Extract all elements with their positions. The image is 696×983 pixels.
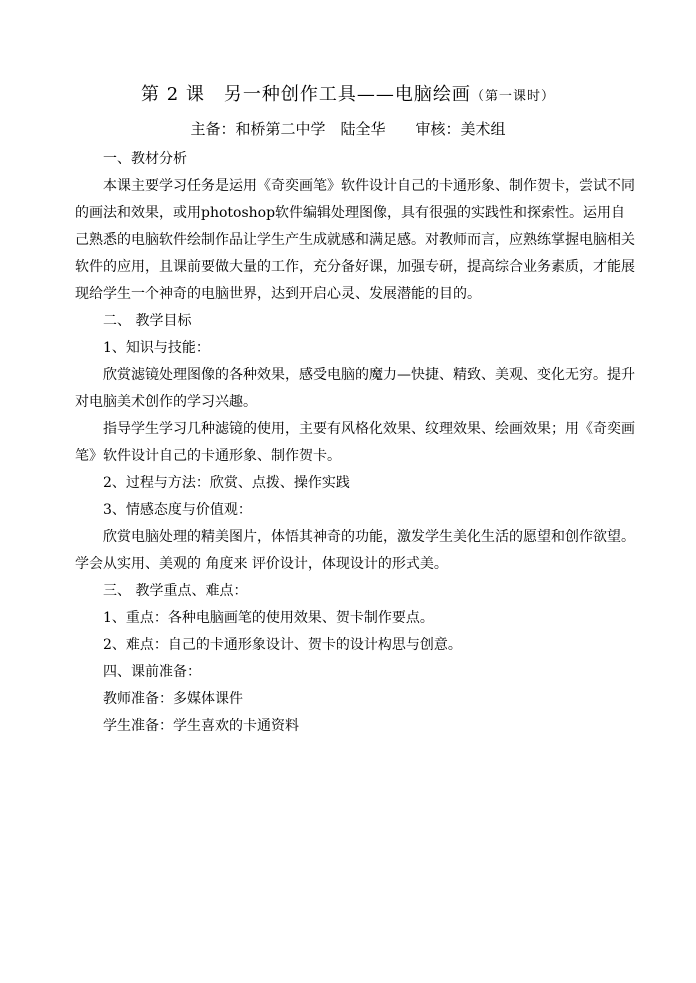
section-heading-2: 二、 教学目标 [103, 313, 192, 329]
subheading-process-methods: 2、过程与方法：欣赏、点拨、操作实践 [103, 475, 350, 491]
paragraph-knowledge-2: 指导学生学习几种滤镜的使用，主要有风格化效果、纹理效果、绘画效果；用《奇奕画笔》软件设计自己的卡通形象、制作贺卡。 [75, 421, 635, 464]
paragraph-textbook-analysis: 本课主要学习任务是运用《奇奕画笔》软件设计自己的卡通形象、制作贺卡，尝试不同的画法和效果，或用photoshop软件编辑处理图像，具有很强的实践性和探索性。运用自己熟悉的电脑软件绘制作品让学生产生成就感和满足感。对教师而言，应熟练掌握电脑相关软件的应用，且课前要做大量的工作，充分备好课，加强专研，提高综合业务素质，才能展现给学生一个神奇的电脑世界，达到开启心灵、发展潜能的目的。 [75, 178, 635, 302]
page-title [0, 80, 696, 106]
section-heading-3: 三、 教学重点、难点： [103, 583, 248, 599]
key-point-item: 1、重点：各种电脑画笔的使用效果、贺卡制作要点。 [103, 610, 434, 626]
section-heading-4: 四、课前准备： [103, 664, 201, 680]
subheading-emotion-values: 3、情感态度与价值观： [103, 502, 252, 518]
teacher-prep-item: 教师准备：多媒体课件 [103, 691, 243, 707]
subheading-knowledge-skills: 1、知识与技能： [103, 340, 210, 356]
paragraph-knowledge-1: 欣赏滤镜处理图像的各种效果，感受电脑的魔力—快捷、精致、美观、变化无穷。提升对电脑美术创作的学习兴趣。 [75, 367, 635, 410]
difficult-point-item: 2、难点：自己的卡通形象设计、贺卡的设计构思与创意。 [103, 637, 462, 653]
section-heading-1: 一、教材分析 [103, 151, 187, 167]
student-prep-item: 学生准备：学生喜欢的卡通资料 [103, 718, 299, 734]
author-line: 主备：和桥第二中学 陆全华 审核：美术组 [190, 120, 506, 138]
document-body [75, 146, 635, 740]
title-suffix: （第一课时） [470, 89, 555, 104]
paragraph-emotion-values: 欣赏电脑处理的精美图片，体悟其神奇的功能，激发学生美化生活的愿望和创作欲望。学会从实用、美观的 角度来 评价设计，体现设计的形式美。 [75, 529, 635, 572]
title-main: 第 2 课 另一种创作工具——电脑绘画 [141, 84, 471, 105]
